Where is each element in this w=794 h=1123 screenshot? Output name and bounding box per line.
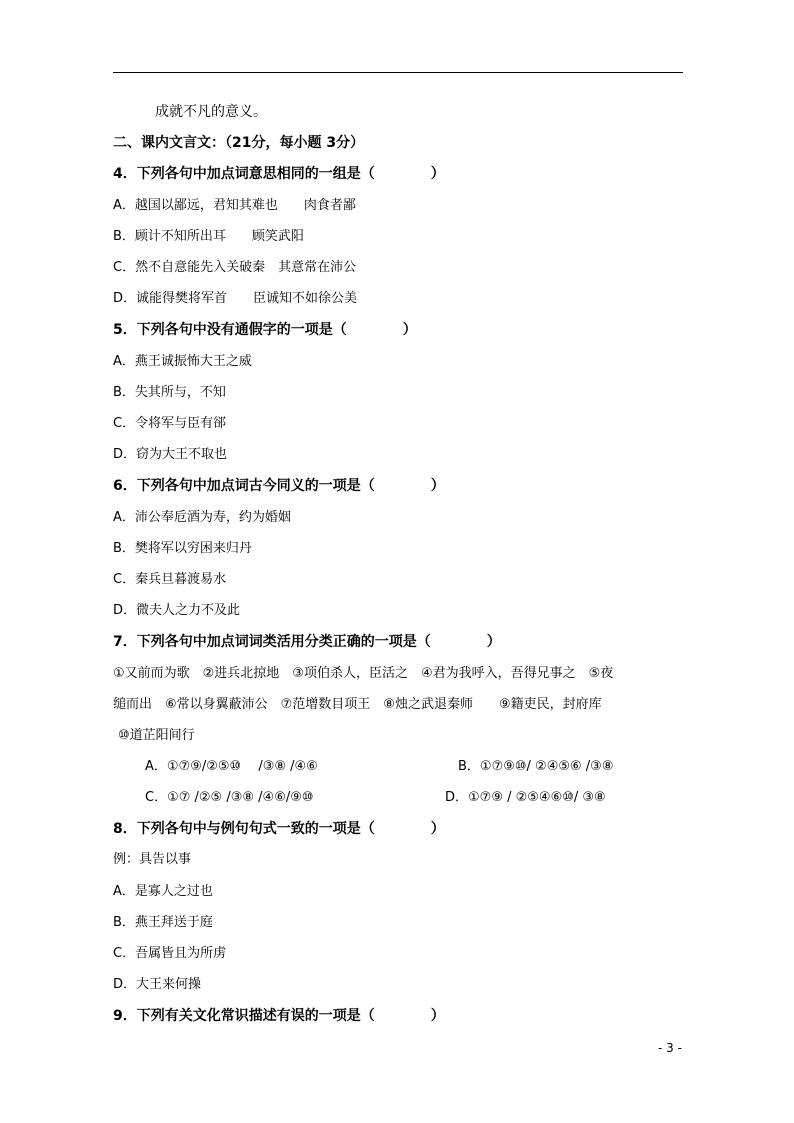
q9-stem: 9．下列有关文化常识描述有误的一项是（ ） — [113, 1008, 445, 1024]
q7-stem: 7．下列各句中加点词词类活用分类正确的一项是（ ） — [113, 634, 501, 650]
q7-option-a: A．①⑦⑨/②⑤⑩ /③⑧ /④⑥ — [145, 759, 318, 774]
q7-sentences-line1: ①又前而为歌 ②进兵北掠地 ③项伯杀人，臣活之 ④君为我呼入，吾得兄事之 ⑤夜 — [113, 666, 614, 681]
section-heading: 二、课内文言文：（21分，每小题 3分） — [113, 135, 365, 151]
q8-option-b: B．燕王拜送于庭 — [113, 915, 213, 930]
q8-option-a: A．是寡人之过也 — [113, 884, 213, 899]
q4-option-d: D．诚能得樊将军首 臣诚知不如徐公美 — [113, 291, 358, 306]
q6-option-b: B．樊将军以穷困来归丹 — [113, 541, 252, 556]
q4-option-c: C．然不自意能先入关破秦 其意常在沛公 — [113, 260, 357, 275]
q4-option-a: A．越国以鄙远，君知其难也 肉食者鄙 — [113, 198, 356, 213]
q8-stem: 8．下列各句中与例句句式一致的一项是（ ） — [113, 821, 445, 837]
q6-option-d: D．微夫人之力不及此 — [113, 603, 241, 618]
q6-option-c: C．秦兵旦暮渡易水 — [113, 572, 227, 587]
q5-option-c: C．令将军与臣有郤 — [113, 416, 227, 431]
page-number: - 3 - — [658, 1041, 682, 1055]
q5-option-b: B．失其所与，不知 — [113, 385, 226, 400]
q5-stem: 5．下列各句中没有通假字的一项是（ ） — [113, 322, 417, 338]
q8-option-c: C．吾属皆且为所虏 — [113, 946, 227, 961]
q6-stem: 6．下列各句中加点词古今同义的一项是（ ） — [113, 478, 445, 494]
continuation-text: 成就不凡的意义。 — [155, 104, 267, 120]
q7-option-b: B．①⑦⑨⑩/ ②④⑤⑥ /③⑧ — [458, 759, 614, 774]
q7-sentences-line2: 缒而出 ⑥常以身翼蔽沛公 ⑦范增数目项王 ⑧烛之武退秦师 ⑨籍吏民，封府库 — [113, 697, 602, 712]
header-rule — [113, 72, 683, 73]
q4-option-b: B．顾计不知所出耳 顾笑武阳 — [113, 229, 304, 244]
q5-option-d: D．窃为大王不取也 — [113, 447, 228, 462]
q7-option-c: C．①⑦ /②⑤ /③⑧ /④⑥/⑨⑩ — [145, 790, 314, 805]
q7-sentences-line3: ⑩道芷阳间行 — [118, 728, 195, 743]
q7-option-d: D．①⑦⑨ / ②⑤④⑥⑩/ ③⑧ — [445, 790, 606, 805]
q8-example: 例：具告以事 — [113, 852, 192, 867]
q8-option-d: D．大王来何操 — [113, 977, 202, 992]
q6-option-a: A．沛公奉卮酒为寿，约为婚姻 — [113, 510, 291, 525]
q4-stem: 4．下列各句中加点词意思相同的一组是（ ） — [113, 166, 445, 182]
q5-option-a: A．燕王诚振怖大王之威 — [113, 354, 252, 369]
